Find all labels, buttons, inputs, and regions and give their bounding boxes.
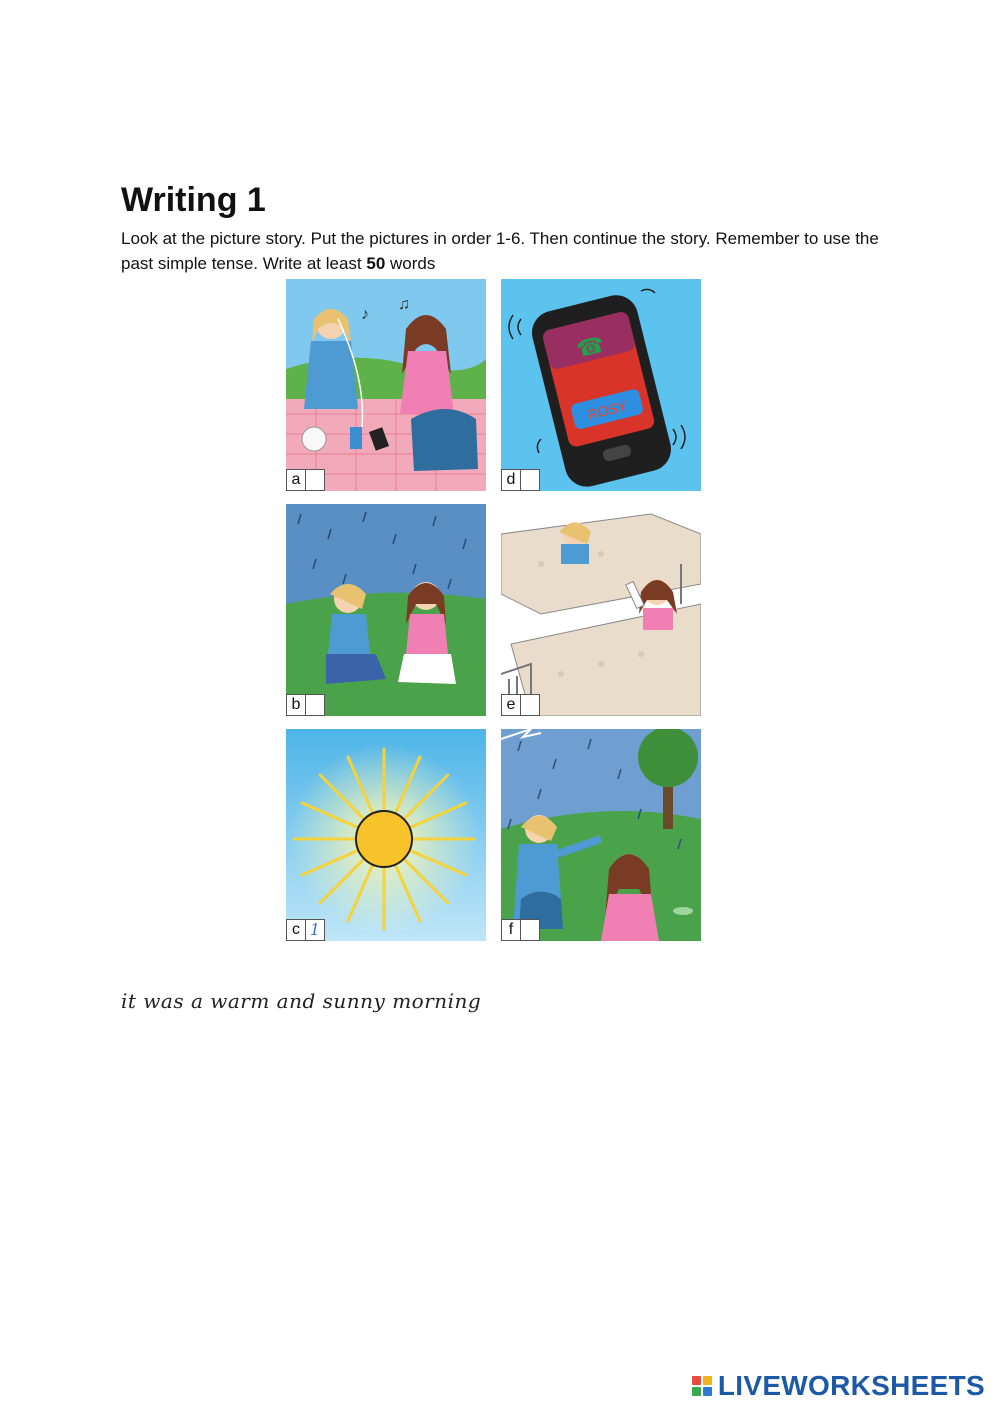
instructions-text: Look at the picture story. Put the pictures in order 1-6. Then continue the story. Remember to use the past simple tense. Write at least: [121, 229, 879, 273]
panel-label-c: [286, 919, 325, 941]
rain-girls-sitting-icon: [286, 504, 486, 716]
picture-panel-f: [501, 729, 701, 941]
picnic-music-scene-icon: [286, 279, 486, 491]
picture-panel-d: [501, 279, 701, 491]
word-count: 50: [366, 254, 386, 273]
ringing-phone-icon: [501, 279, 701, 491]
order-answer-box[interactable]: [306, 470, 324, 490]
order-answer-box[interactable]: [521, 920, 539, 940]
instructions-text-end: words: [385, 254, 436, 273]
panel-label-f: [501, 919, 540, 941]
svg-text:☎: ☎: [574, 331, 607, 363]
panel-label-e: [501, 694, 540, 716]
instructions: [121, 226, 891, 276]
picture-panel-c: [286, 729, 486, 941]
picture-panel-a: [286, 279, 486, 491]
panel-label-b: [286, 694, 325, 716]
order-answer-box[interactable]: [306, 695, 324, 715]
panel-letter: e: [502, 695, 521, 715]
brand-name: LIVEWORKSHEETS: [717, 1370, 985, 1401]
rain-girls-pointing-icon: [501, 729, 701, 941]
panel-label-d: [501, 469, 540, 491]
panel-letter: a: [287, 470, 306, 490]
panel-letter: d: [502, 470, 521, 490]
story-text-input[interactable]: it was a warm and sunny morning: [121, 989, 482, 1013]
caller-name: ROSY: [586, 397, 629, 423]
picture-panel-e: [501, 504, 701, 716]
order-answer-box[interactable]: 1: [306, 920, 324, 940]
picture-panel-b: [286, 504, 486, 716]
svg-text:♫: ♫: [398, 296, 410, 313]
brand-tiles-icon: [692, 1376, 712, 1396]
panel-letter: f: [502, 920, 521, 940]
hospital-beds-icon: [501, 504, 701, 716]
panel-letter: c: [287, 920, 306, 940]
panel-letter: b: [287, 695, 306, 715]
sun-icon: [286, 729, 486, 941]
order-answer-box[interactable]: [521, 470, 539, 490]
svg-text:♪: ♪: [361, 306, 369, 323]
worksheet-title: Writing 1: [121, 181, 266, 219]
order-answer-box[interactable]: [521, 695, 539, 715]
panel-label-a: [286, 469, 325, 491]
liveworksheets-logo: [692, 1370, 985, 1402]
